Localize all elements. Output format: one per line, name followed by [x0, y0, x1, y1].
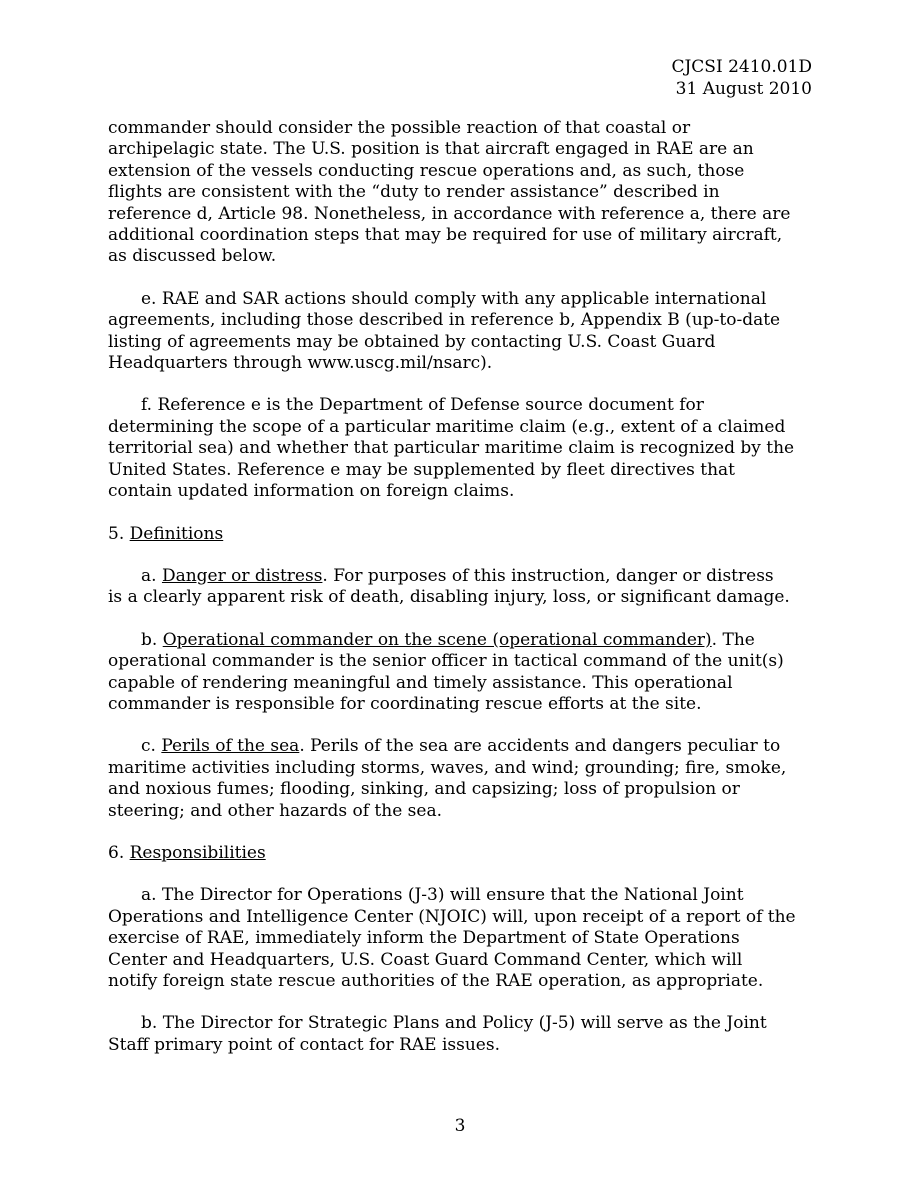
text-line-rest: . For purposes of this instruction, danger or distress: [322, 565, 774, 586]
section-title: Definitions: [129, 523, 224, 544]
text-line: operational commander is the senior officer in tactical command of the unit(s): [108, 651, 784, 672]
text-line: and noxious fumes; flooding, sinking, and capsizing; loss of propulsion or: [108, 779, 740, 800]
text-line: listing of agreements may be obtained by contacting U.S. Coast Guard: [108, 331, 716, 352]
document-body: [108, 118, 820, 1056]
text-line: commander is responsible for coordinating rescue efforts at the site.: [108, 693, 702, 714]
text-line: Operations and Intelligence Center (NJOIC) will, upon receipt of a report of the: [108, 906, 796, 927]
text-line: agreements, including those described in reference b, Appendix B (up-to-date: [108, 310, 781, 331]
text-line: United States. Reference e may be supplemented by fleet directives that: [108, 459, 735, 480]
item-prefix: b.: [141, 629, 163, 650]
text-line: f. Reference e is the Department of Defense source document for: [141, 395, 704, 416]
text-line: notify foreign state rescue authorities of the RAE operation, as appropriate.: [108, 971, 764, 991]
text-line: Center and Headquarters, U.S. Coast Guard Command Center, which will: [108, 949, 743, 970]
paragraph-e: [108, 289, 820, 375]
text-line: Headquarters through www.uscg.mil/nsarc).: [108, 353, 493, 374]
text-line: capable of rendering meaningful and timely assistance. This operational: [108, 672, 733, 693]
text-line-rest: . The: [711, 629, 755, 650]
text-line: a. The Director for Operations (J-3) will ensure that the National Joint: [141, 885, 744, 906]
text-line: contain updated information on foreign claims.: [108, 481, 515, 502]
responsibility-j5: [108, 1013, 820, 1056]
text-line: exercise of RAE, immediately inform the Department of State Operations: [108, 928, 740, 949]
paragraph-continued: [108, 118, 820, 268]
text-line: flights are consistent with the “duty to render assistance” described in: [108, 182, 720, 203]
section-number: 5.: [108, 523, 130, 544]
paragraph-f: [108, 395, 820, 502]
definition-danger-or-distress: [108, 566, 820, 609]
text-line: [108, 736, 820, 757]
text-line: maritime activities including storms, waves, and wind; grounding; fire, smoke,: [108, 757, 787, 778]
definition-operational-commander: [108, 630, 820, 716]
text-line: commander should consider the possible reaction of that coastal or: [108, 118, 691, 138]
text-line: reference d, Article 98. Nonetheless, in accordance with reference a, there are: [108, 203, 791, 224]
item-prefix: a.: [141, 565, 162, 586]
section-heading-definitions: [108, 524, 820, 545]
section-heading-responsibilities: [108, 843, 820, 864]
text-line: [108, 630, 820, 651]
document-number: CJCSI 2410.01D: [671, 57, 812, 77]
text-line: b. The Director for Strategic Plans and Policy (J-5) will serve as the Joint: [141, 1013, 767, 1034]
document-date: 31 August 2010: [675, 79, 812, 99]
defined-term: Perils of the sea: [161, 736, 300, 757]
text-line-rest: . Perils of the sea are accidents and dangers peculiar to: [299, 736, 781, 757]
page-header: [671, 56, 812, 100]
responsibility-j3: [108, 885, 820, 992]
item-prefix: c.: [141, 736, 162, 757]
text-line: archipelagic state. The U.S. position is that aircraft engaged in RAE are an: [108, 139, 754, 160]
text-line: is a clearly apparent risk of death, disabling injury, loss, or significant damage.: [108, 587, 790, 608]
definition-perils-of-the-sea: [108, 736, 820, 822]
text-line: territorial sea) and whether that particular maritime claim is recognized by the: [108, 438, 795, 459]
text-line: extension of the vessels conducting rescue operations and, as such, those: [108, 160, 745, 181]
text-line: determining the scope of a particular maritime claim (e.g., extent of a claimed: [108, 416, 786, 437]
text-line: [108, 566, 820, 587]
text-line: Staff primary point of contact for RAE issues.: [108, 1034, 500, 1055]
text-line: additional coordination steps that may be required for use of military aircraft,: [108, 225, 783, 246]
section-number: 6.: [108, 842, 130, 863]
defined-term: Operational commander on the scene (operational commander): [162, 629, 712, 650]
section-title: Responsibilities: [129, 842, 266, 863]
text-line: as discussed below.: [108, 246, 277, 267]
text-line: steering; and other hazards of the sea.: [108, 800, 442, 821]
text-line: e. RAE and SAR actions should comply with any applicable international: [141, 288, 767, 309]
defined-term: Danger or distress: [161, 565, 323, 586]
page-number: 3: [454, 1116, 466, 1136]
